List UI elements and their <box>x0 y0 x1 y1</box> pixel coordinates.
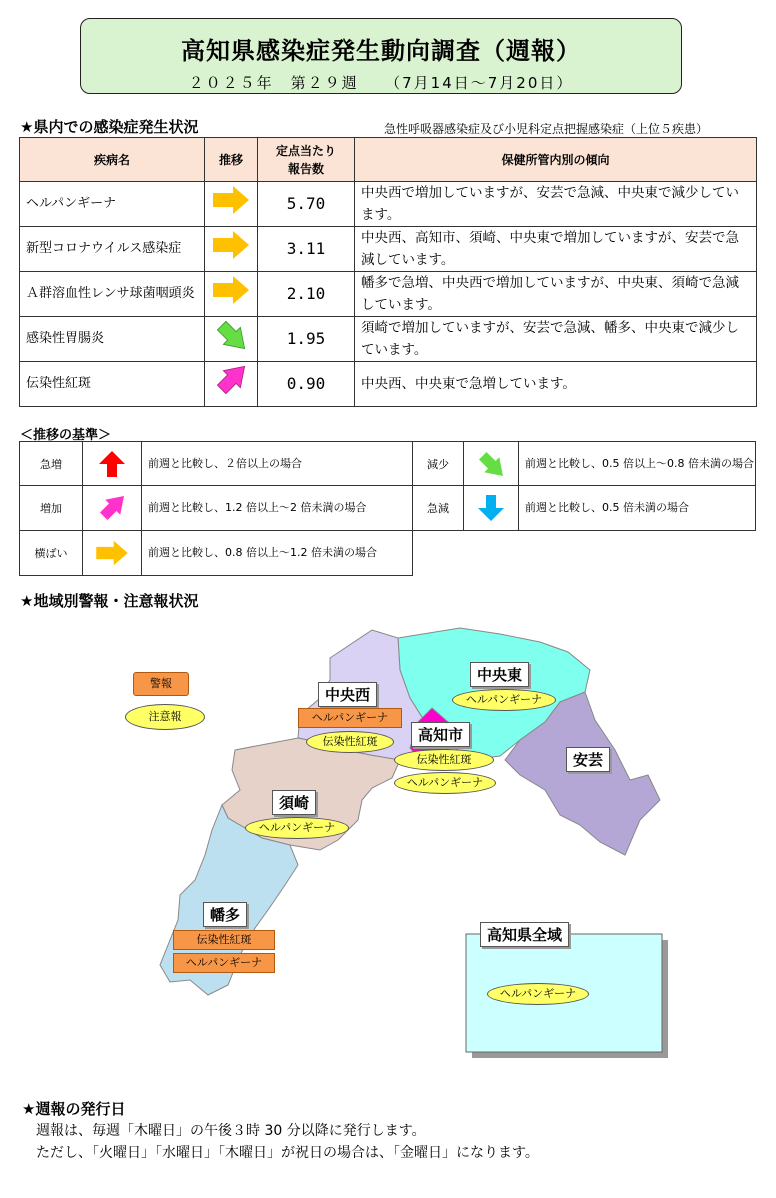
region-label-chuo-nishi: 中央西 <box>318 682 377 707</box>
arrow-down-right-icon <box>476 449 506 479</box>
disease-name: 感染性胃腸炎 <box>20 317 205 362</box>
disease-name: 伝染性紅斑 <box>20 362 205 407</box>
col-detail: 保健所管内別の傾向 <box>355 138 757 182</box>
region-label-whole: 高知県全域 <box>480 922 569 947</box>
region-label-kochi-city: 高知市 <box>411 722 470 747</box>
arrow-right-icon <box>94 539 130 567</box>
region-label-susaki: 須崎 <box>272 790 316 815</box>
arrow-down-right-icon <box>211 318 251 352</box>
trend-cell <box>205 272 258 317</box>
arrow-up-icon <box>97 449 127 479</box>
section-heading-map: ★地域別警報・注意報状況 <box>20 592 199 610</box>
legend-name: 急減 <box>412 485 464 531</box>
table-row <box>20 362 757 407</box>
key-advisory: 注意報 <box>125 704 205 730</box>
warning-badge: 伝染性紅斑 <box>173 930 275 950</box>
disease-name: 新型コロナウイルス感染症 <box>20 227 205 272</box>
advisory-badge: ヘルパンギーナ <box>245 817 349 839</box>
col-disease: 疾病名 <box>20 138 205 182</box>
legend-icon-cell <box>82 530 142 576</box>
table-row <box>20 317 757 362</box>
warning-badge: ヘルパンギーナ <box>173 953 275 973</box>
rate-value: 1.95 <box>258 317 355 362</box>
legend-heading: ＜推移の基準＞ <box>20 428 112 443</box>
legend-icon-cell <box>463 485 519 531</box>
page-subtitle: ２０２５年 第２９週 （7月14日～7月20日） <box>188 74 574 92</box>
rate-value: 0.90 <box>258 362 355 407</box>
legend-text: 前週と比較し、0.8 倍以上～1.2 倍未満の場合 <box>141 530 413 576</box>
table-header-row <box>20 138 757 182</box>
section-note: 急性呼吸器感染症及び小児科定点把握感染症（上位５疾患） <box>384 122 709 136</box>
issue-line: ただし、「火曜日」「水曜日」「木曜日」が祝日の場合は、「金曜日」になります。 <box>36 1145 539 1161</box>
trend-cell <box>205 227 258 272</box>
issue-line: 週報は、毎週「木曜日」の午後３時 30 分以降に発行します。 <box>36 1123 426 1139</box>
legend-text: 前週と比較し、1.2 倍以上～2 倍未満の場合 <box>141 485 413 531</box>
issue-heading: ★週報の発行日 <box>22 1100 126 1118</box>
kochi-map-svg <box>0 610 776 1080</box>
advisory-badge: ヘルパンギーナ <box>487 983 589 1005</box>
trend-cell <box>205 182 258 227</box>
trend-detail: 中央西、高知市、須崎、中央東で増加していますが、安芸で急減しています。 <box>355 227 757 272</box>
rate-value: 2.10 <box>258 272 355 317</box>
advisory-badge: ヘルパンギーナ <box>452 689 556 711</box>
legend-name: 横ばい <box>19 530 83 576</box>
trend-detail: 幡多で急増、中央西で増加していますが、中央東、須崎で急減しています。 <box>355 272 757 317</box>
advisory-badge: ヘルパンギーナ <box>394 772 496 794</box>
legend-icon-cell <box>82 441 142 486</box>
legend-icon-cell <box>463 441 519 486</box>
trend-detail: 須崎で増加していますが、安芸で急減、幡多、中央東で減少しています。 <box>355 317 757 362</box>
region-label-chuo-higashi: 中央東 <box>470 662 529 687</box>
arrow-right-icon <box>211 229 251 261</box>
region-label-aki: 安芸 <box>566 747 610 772</box>
trend-legend <box>19 441 756 576</box>
col-rate: 定点当たり 報告数 <box>258 138 355 182</box>
table-row <box>20 272 757 317</box>
table-row <box>20 227 757 272</box>
table-row <box>20 182 757 227</box>
arrow-right-icon <box>211 184 251 216</box>
col-trend: 推移 <box>205 138 258 182</box>
legend-name: 減少 <box>412 441 464 486</box>
advisory-badge: 伝染性紅斑 <box>394 749 494 771</box>
legend-name: 急増 <box>19 441 83 486</box>
arrow-up-right-icon <box>211 363 251 397</box>
issue-info <box>22 1098 539 1164</box>
trend-detail: 中央西、中央東で急増しています。 <box>355 362 757 407</box>
key-warning: 警報 <box>133 672 189 696</box>
disease-table <box>19 137 757 407</box>
arrow-down-icon <box>476 493 506 523</box>
trend-cell <box>205 362 258 407</box>
region-map <box>0 610 776 1080</box>
page-title: 高知県感染症発生動向調査（週報） <box>181 37 581 65</box>
legend-name: 増加 <box>19 485 83 531</box>
trend-cell <box>205 317 258 362</box>
trend-detail: 中央西で増加していますが、安芸で急減、中央東で減少しています。 <box>355 182 757 227</box>
legend-text: 前週と比較し、0.5 倍未満の場合 <box>518 485 756 531</box>
warning-badge: ヘルパンギーナ <box>298 708 402 728</box>
disease-name: Ａ群溶血性レンサ球菌咽頭炎 <box>20 272 205 317</box>
section-heading-status: ★県内での感染症発生状況 <box>20 118 199 136</box>
rate-value: 5.70 <box>258 182 355 227</box>
disease-name: ヘルパンギーナ <box>20 182 205 227</box>
rate-value: 3.11 <box>258 227 355 272</box>
title-box <box>80 18 682 94</box>
legend-text: 前週と比較し、２倍以上の場合 <box>141 441 413 486</box>
arrow-up-right-icon <box>97 493 127 523</box>
legend-text: 前週と比較し、0.5 倍以上～0.8 倍未満の場合 <box>518 441 756 486</box>
advisory-badge: 伝染性紅斑 <box>306 731 394 753</box>
arrow-right-icon <box>211 274 251 306</box>
legend-icon-cell <box>82 485 142 531</box>
region-label-hata: 幡多 <box>203 902 247 927</box>
